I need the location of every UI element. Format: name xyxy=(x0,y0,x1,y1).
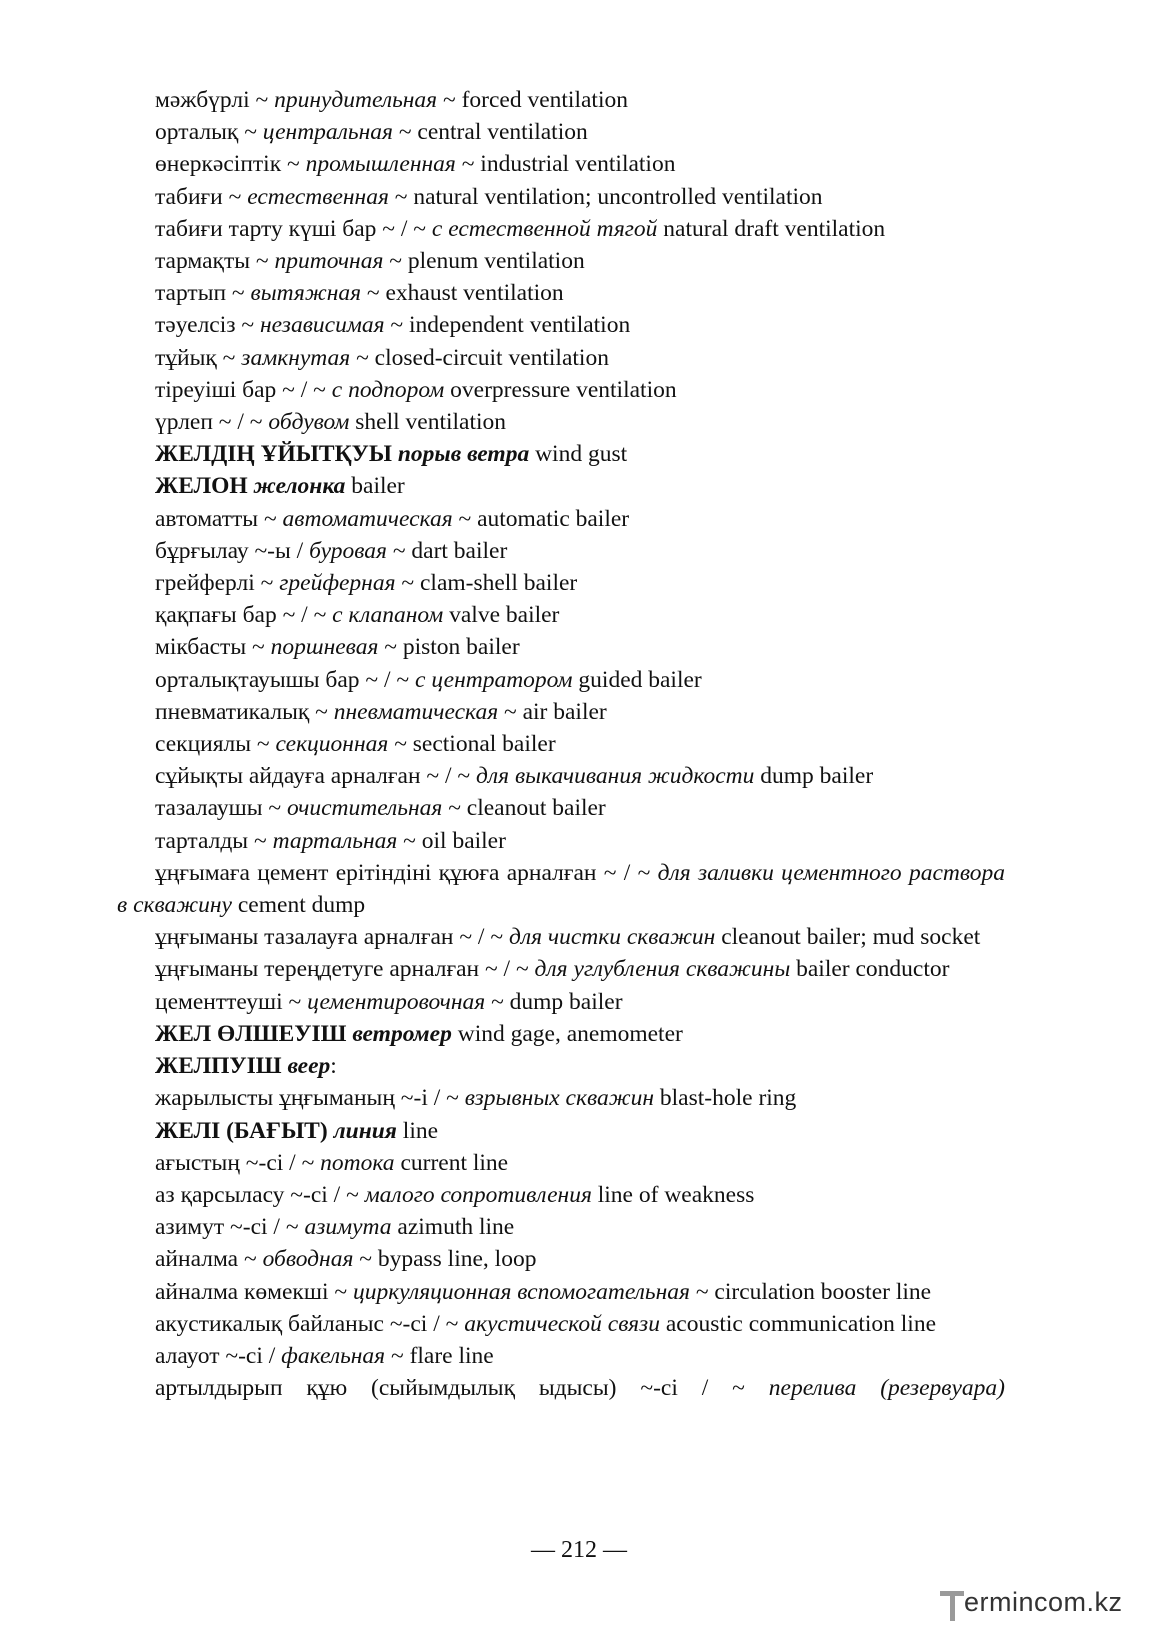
english-term: ~ dart bailer xyxy=(386,537,508,564)
kazakh-term: сұйықты айдауға арналған ~ / ~ xyxy=(155,763,477,790)
english-term: ~ independent ventilation xyxy=(384,312,631,339)
russian-term: факельная xyxy=(281,1342,386,1369)
kazakh-term: тұйық ~ xyxy=(155,344,242,371)
russian-term: независимая xyxy=(260,312,385,339)
english-term: valve bailer xyxy=(443,602,560,629)
russian-term: очистительная xyxy=(286,795,443,822)
english-term: azimuth line xyxy=(391,1214,515,1241)
english-term: line xyxy=(396,1117,439,1144)
kazakh-term: табиғи тарту күші бар ~ / ~ xyxy=(155,215,432,242)
dictionary-entry xyxy=(117,503,1005,535)
english-term: dump bailer xyxy=(754,763,874,790)
english-term: cleanout bailer; mud socket xyxy=(715,924,981,951)
dictionary-entry xyxy=(117,181,1005,213)
kazakh-term: ЖЕЛ ӨЛШЕУІШ xyxy=(155,1020,353,1047)
english-term: ~ plenum ventilation xyxy=(383,248,585,275)
headword-entry xyxy=(117,1115,1005,1147)
dictionary-entry xyxy=(117,631,1005,663)
english-term: ~ air bailer xyxy=(498,698,607,725)
russian-term: циркуляционная вспомогательная xyxy=(352,1278,690,1305)
russian-term: для выкачивания жидкости xyxy=(476,763,755,790)
english-term: acoustic communication line xyxy=(659,1310,936,1337)
kazakh-term: тармақты ~ xyxy=(155,248,275,275)
site-logo[interactable] xyxy=(938,1585,1150,1625)
dictionary-entry xyxy=(117,1179,1005,1211)
dictionary-entry xyxy=(117,148,1005,180)
english-term: blast-hole ring xyxy=(654,1085,797,1112)
kazakh-term: орталықтауышы бар ~ / ~ xyxy=(155,666,416,693)
kazakh-term: автоматты ~ xyxy=(155,505,283,532)
kazakh-term: тартып ~ xyxy=(155,280,251,307)
russian-term: взрывных скважин xyxy=(464,1085,655,1112)
dictionary-entry xyxy=(117,986,1005,1018)
english-term: bailer xyxy=(345,473,405,500)
russian-term: приточная xyxy=(274,248,384,275)
dictionary-entry xyxy=(117,1276,1005,1308)
russian-term: грейферная xyxy=(279,570,396,597)
english-term: bailer conductor xyxy=(790,956,950,983)
russian-term: обводная xyxy=(262,1246,354,1273)
dictionary-entry xyxy=(117,567,1005,599)
dictionary-entry xyxy=(117,1340,1005,1372)
russian-term: порыв ветра xyxy=(397,441,530,468)
kazakh-term: қақпағы бар ~ / ~ xyxy=(155,602,333,629)
dictionary-entry xyxy=(117,277,1005,309)
dictionary-entry xyxy=(117,1308,1005,1340)
russian-term: буровая xyxy=(309,537,387,564)
russian-term: для углубления скважины xyxy=(534,956,791,983)
kazakh-term: бұрғылау ~-ы / xyxy=(155,537,310,564)
dictionary-entry xyxy=(117,664,1005,696)
english-term: natural draft ventilation xyxy=(657,215,886,242)
dictionary-entry xyxy=(117,342,1005,374)
dictionary-entry xyxy=(117,374,1005,406)
kazakh-term: ЖЕЛІ (БАҒЫТ) xyxy=(155,1117,334,1144)
kazakh-term: ұңғыманы тереңдетуге арналған ~ / ~ xyxy=(155,956,535,983)
dictionary-entry xyxy=(117,84,1005,116)
english-term: ~ automatic bailer xyxy=(452,505,630,532)
headword-entry xyxy=(117,438,1005,470)
english-term: overpressure ventilation xyxy=(444,376,677,403)
kazakh-term: ұңғыманы тазалауға арналған ~ / ~ xyxy=(155,924,509,951)
dictionary-entry xyxy=(117,406,1005,438)
dictionary-entry xyxy=(117,921,1005,953)
russian-term: естественная xyxy=(247,183,389,210)
logo-text: ermincom.kz xyxy=(964,1587,1123,1617)
dictionary-page xyxy=(117,84,1005,1404)
english-term: shell ventilation xyxy=(349,409,507,436)
kazakh-term: мәжбүрлі ~ xyxy=(155,87,275,113)
english-term: guided bailer xyxy=(572,666,702,693)
dictionary-entry xyxy=(117,953,1005,985)
russian-term: перелива (резервуара) xyxy=(768,1375,1005,1402)
kazakh-term: секциялы ~ xyxy=(155,731,276,758)
russian-term: малого сопротивления xyxy=(364,1181,592,1208)
english-term: ~ flare line xyxy=(385,1342,494,1369)
page-number: ― 212 ― xyxy=(531,1537,627,1563)
dictionary-entry xyxy=(117,1372,1005,1404)
dictionary-entry xyxy=(117,792,1005,824)
kazakh-term: алауот ~-сі / xyxy=(155,1342,282,1369)
dictionary-entry xyxy=(117,213,1005,245)
kazakh-term: тіреуіші бар ~ / ~ xyxy=(155,376,332,403)
kazakh-term: ағыстың ~-сі / ~ xyxy=(155,1149,321,1176)
dictionary-entry xyxy=(117,245,1005,277)
headword-entry xyxy=(117,470,1005,502)
kazakh-term: жарылысты ұңғыманың ~-і / ~ xyxy=(155,1085,465,1112)
kazakh-term: айналма көмекші ~ xyxy=(155,1278,353,1305)
english-term: : xyxy=(330,1053,337,1080)
kazakh-term: аз қарсыласу ~-сі / ~ xyxy=(155,1181,365,1208)
dictionary-entry xyxy=(117,535,1005,567)
english-term: ~ sectional bailer xyxy=(388,731,556,758)
english-term: ~ circulation booster line xyxy=(689,1278,932,1305)
russian-term: ветромер xyxy=(352,1020,452,1047)
headword-entry xyxy=(117,1018,1005,1050)
russian-term: линия xyxy=(333,1117,397,1144)
kazakh-term: үрлеп ~ / ~ xyxy=(155,409,269,436)
russian-term: для чистки скважин xyxy=(508,924,716,951)
english-term: cement dump xyxy=(232,892,366,919)
english-term: ~ oil bailer xyxy=(397,827,506,854)
kazakh-term: грейферлі ~ xyxy=(155,570,280,597)
dictionary-entry xyxy=(117,696,1005,728)
english-term: ~ clam-shell bailer xyxy=(395,570,578,597)
dictionary-entry xyxy=(117,760,1005,792)
russian-term: промышленная xyxy=(305,151,456,178)
kazakh-term: цементтеуші ~ xyxy=(155,988,308,1015)
kazakh-term: тарталды ~ xyxy=(155,827,273,854)
kazakh-term: пневматикалық ~ xyxy=(155,698,334,725)
kazakh-term: табиғи ~ xyxy=(155,183,248,210)
english-term: ~ exhaust ventilation xyxy=(361,280,564,307)
dictionary-entry xyxy=(117,599,1005,631)
kazakh-term: тәуелсіз ~ xyxy=(155,312,261,339)
kazakh-term: тазалаушы ~ xyxy=(155,795,287,822)
dictionary-entry xyxy=(117,116,1005,148)
kazakh-term: мікбасты ~ xyxy=(155,634,271,661)
russian-term: вытяжная xyxy=(250,280,362,307)
english-term: ~ natural ventilation; uncontrolled ventilation xyxy=(388,183,823,210)
russian-term: с центратором xyxy=(415,666,573,693)
russian-term: веер xyxy=(287,1053,331,1080)
russian-term: акустической связи xyxy=(464,1310,660,1337)
dictionary-entry xyxy=(117,728,1005,760)
kazakh-term: ЖЕЛПУІШ xyxy=(155,1053,288,1080)
russian-term: для заливки цементного раствора в скважину xyxy=(117,859,1005,919)
dictionary-entry xyxy=(117,309,1005,341)
dictionary-entry xyxy=(117,1082,1005,1114)
kazakh-term: айналма ~ xyxy=(155,1246,263,1273)
russian-term: замкнутая xyxy=(241,344,351,371)
russian-term: с подпором xyxy=(331,376,445,403)
headword-entry xyxy=(117,1050,1005,1082)
russian-term: желонка xyxy=(253,473,346,500)
english-term: ~ closed-circuit ventilation xyxy=(350,344,609,371)
english-term: line of weakness xyxy=(591,1181,755,1208)
kazakh-term: ұңғымаға цемент ерітіндіні құюға арналған ~ / ~ xyxy=(155,859,658,886)
russian-term: цементировочная xyxy=(307,988,486,1015)
kazakh-term: ЖЕЛОН xyxy=(155,473,254,500)
english-term: wind gust xyxy=(529,441,628,468)
kazakh-term: азимут ~-сі / ~ xyxy=(155,1214,305,1241)
russian-term: потока xyxy=(320,1149,395,1176)
english-term: ~ cleanout bailer xyxy=(442,795,606,822)
english-term: ~ forced ventilation xyxy=(437,87,628,113)
russian-term: обдувом xyxy=(268,409,350,436)
kazakh-term: орталық ~ xyxy=(155,119,263,146)
english-term: current line xyxy=(394,1149,509,1176)
english-term: ~ industrial ventilation xyxy=(455,151,676,178)
russian-term: секционная xyxy=(275,731,389,758)
russian-term: тартальная xyxy=(272,827,398,854)
english-term: wind gage, anemometer xyxy=(451,1020,683,1047)
russian-term: с естественной тягой xyxy=(431,215,658,242)
dictionary-entry xyxy=(117,857,1005,921)
russian-term: автоматическая xyxy=(282,505,453,532)
dictionary-entry xyxy=(117,1211,1005,1243)
english-term: ~ dump bailer xyxy=(485,988,623,1015)
english-term: ~ central ventilation xyxy=(392,119,588,146)
russian-term: принудительная xyxy=(274,87,438,113)
russian-term: с клапаном xyxy=(332,602,444,629)
russian-term: центральная xyxy=(262,119,393,146)
kazakh-term: артылдырып құю (сыйымдылық ыдысы) ~-сі / ~ xyxy=(155,1375,769,1402)
russian-term: азимута xyxy=(304,1214,392,1241)
russian-term: пневматическая xyxy=(333,698,499,725)
dictionary-entry xyxy=(117,1243,1005,1275)
dictionary-entry xyxy=(117,825,1005,857)
kazakh-term: өнеркәсіптік ~ xyxy=(155,151,306,178)
kazakh-term: акустикалық байланыс ~-сі / ~ xyxy=(155,1310,465,1337)
dictionary-entry xyxy=(117,1147,1005,1179)
kazakh-term: ЖЕЛДІҢ ҰЙЫТҚУЫ xyxy=(155,441,398,468)
russian-term: поршневая xyxy=(270,634,379,661)
english-term: ~ bypass line, loop xyxy=(353,1246,537,1273)
english-term: ~ piston bailer xyxy=(378,634,520,661)
